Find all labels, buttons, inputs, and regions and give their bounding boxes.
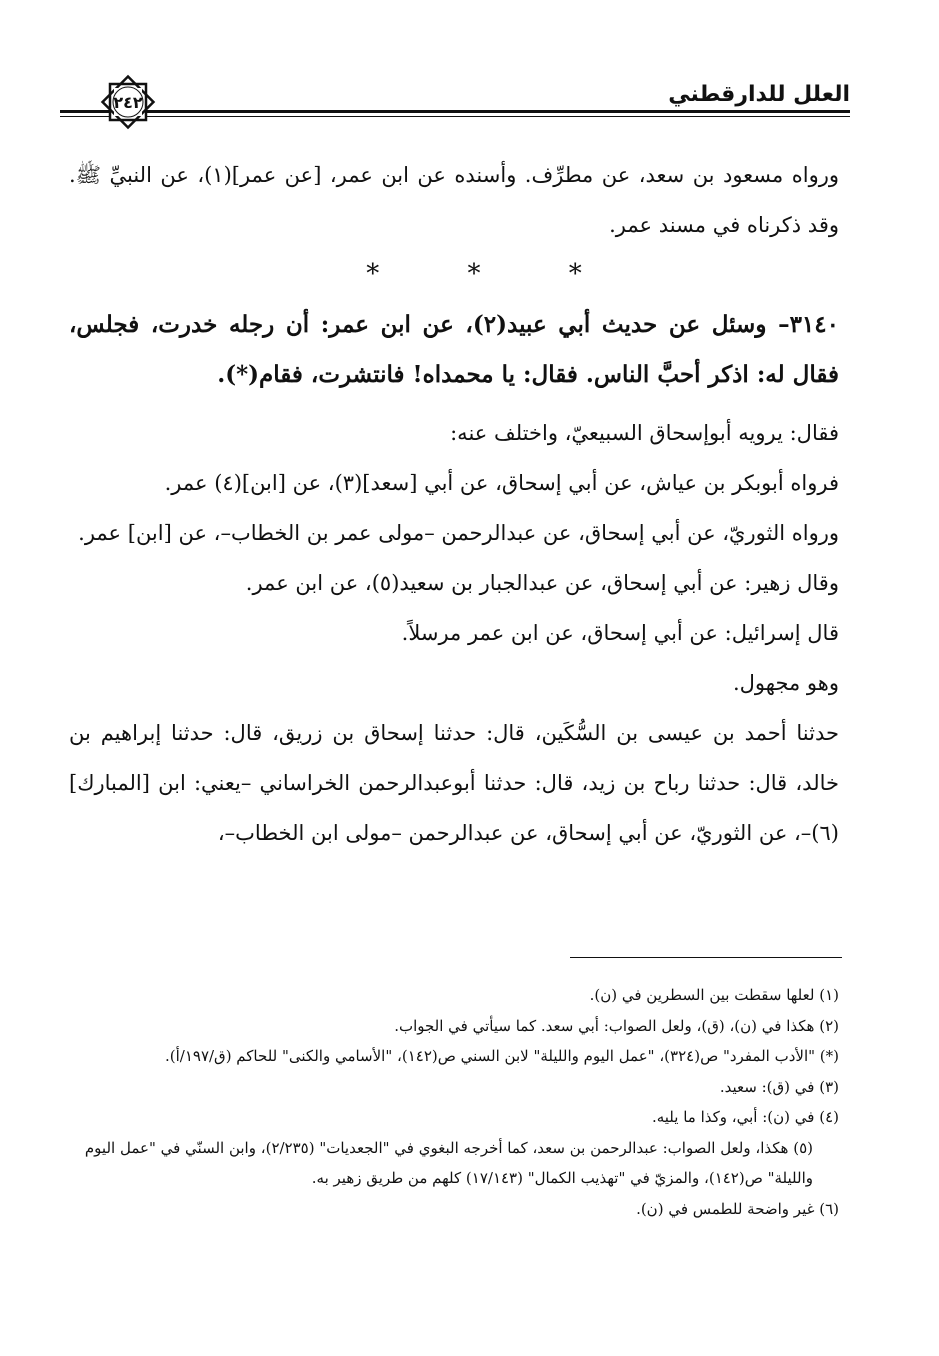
verdict-line: وهو مجهول. <box>732 671 839 695</box>
footnote-3: (٣) في (ق): سعيد. <box>719 1077 839 1096</box>
book-title: العلل للدارقطني <box>668 82 850 107</box>
narration-line: ورواه الثوريّ، عن أبي إسحاق، عن عبدالرحمن –مولى عمر بن الخطاب–، عن [ابن] عمر. <box>78 521 839 545</box>
main-text <box>69 150 839 858</box>
footnote-5: (٥) هكذا، ولعل الصواب: عبدالرحمن بن سعد، كما أخرجه البغوي في "الجعديات" (٢/٢٣٥)، وابن السنّي في "عمل اليوم والليلة" ص(١٤٢)، والمزيّ في "تهذيب الكمال" (١٧/١٤٣) كلهم من طريق زهير به. <box>84 1138 813 1187</box>
footnote-1: (١) لعلها سقطت بين السطرين في (ن). <box>589 986 839 1004</box>
footnote-4: (٤) في (ن): أبي، وكذا ما يليه. <box>651 1108 839 1126</box>
narration-line: وقال زهير: عن أبي إسحاق، عن عبدالجبار بن سعيد(٥)، عن ابن عمر. <box>245 571 839 595</box>
footnote-separator <box>570 957 842 958</box>
narration-line: قال إسرائيل: عن أبي إسحاق، عن ابن عمر مرسلاً. <box>401 621 839 645</box>
header-rule <box>60 110 850 113</box>
page-number-badge <box>98 72 158 132</box>
footnote-6: (٦) غير واضحة للطمس في (ن). <box>636 1199 839 1218</box>
isnad-paragraph: حدثنا أحمد بن عيسى بن السُّكَين، قال: حدثنا إسحاق بن زريق، قال: حدثنا إبراهيم بن خالد، قال: حدثنا رباح بن زيد، قال: حدثنا أبوعبدالرحمن الخراساني –يعني: ابن [المبارك](٦)–، عن الثوريّ، عن أبي إسحاق، عن عبدالرحمن –مولى ابن الخطاب–، <box>69 721 839 845</box>
footnotes <box>69 980 839 1224</box>
section-separator: * * * <box>366 259 622 289</box>
footnote-2: (٢) هكذا في (ن)، (ق)، ولعل الصواب: أبي سعد. كما سيأتي في الجواب. <box>394 1016 839 1035</box>
page-number: ٢٤٢ <box>113 92 143 112</box>
narration-line: فرواه أبوبكر بن عياش، عن أبي إسحاق، عن أبي [سعد](٣)، عن [ابن](٤) عمر. <box>164 471 839 495</box>
header-rule-thin <box>60 116 850 117</box>
page-header <box>60 72 850 128</box>
footnote-star: (*) "الأدب المفرد" ص(٣٢٤)، "عمل اليوم والليلة" لابن السني ص(١٤٢)، "الأسامي والكنى" للحاكم (ق/١٩٧/أ). <box>164 1047 839 1065</box>
hadith-question-heading: ٣١٤٠– وسئل عن حديث أبي عبيد(٢)، عن ابن عمر: أن رجله خدرت، فجلس، فقال له: اذكر أحبَّ الناس. فقال: يا محمداه! فانتشرت، فقام(*). <box>69 311 839 388</box>
answer-line: فقال: يرويه أبوإسحاق السبيعيّ، واختلف عنه: <box>450 421 839 445</box>
intro-paragraph: ورواه مسعود بن سعد، عن مطرِّف. وأسنده عن ابن عمر، [عن عمر](١)، عن النبيِّ ﷺ. وقد ذكرناه في مسند عمر. <box>69 163 839 237</box>
